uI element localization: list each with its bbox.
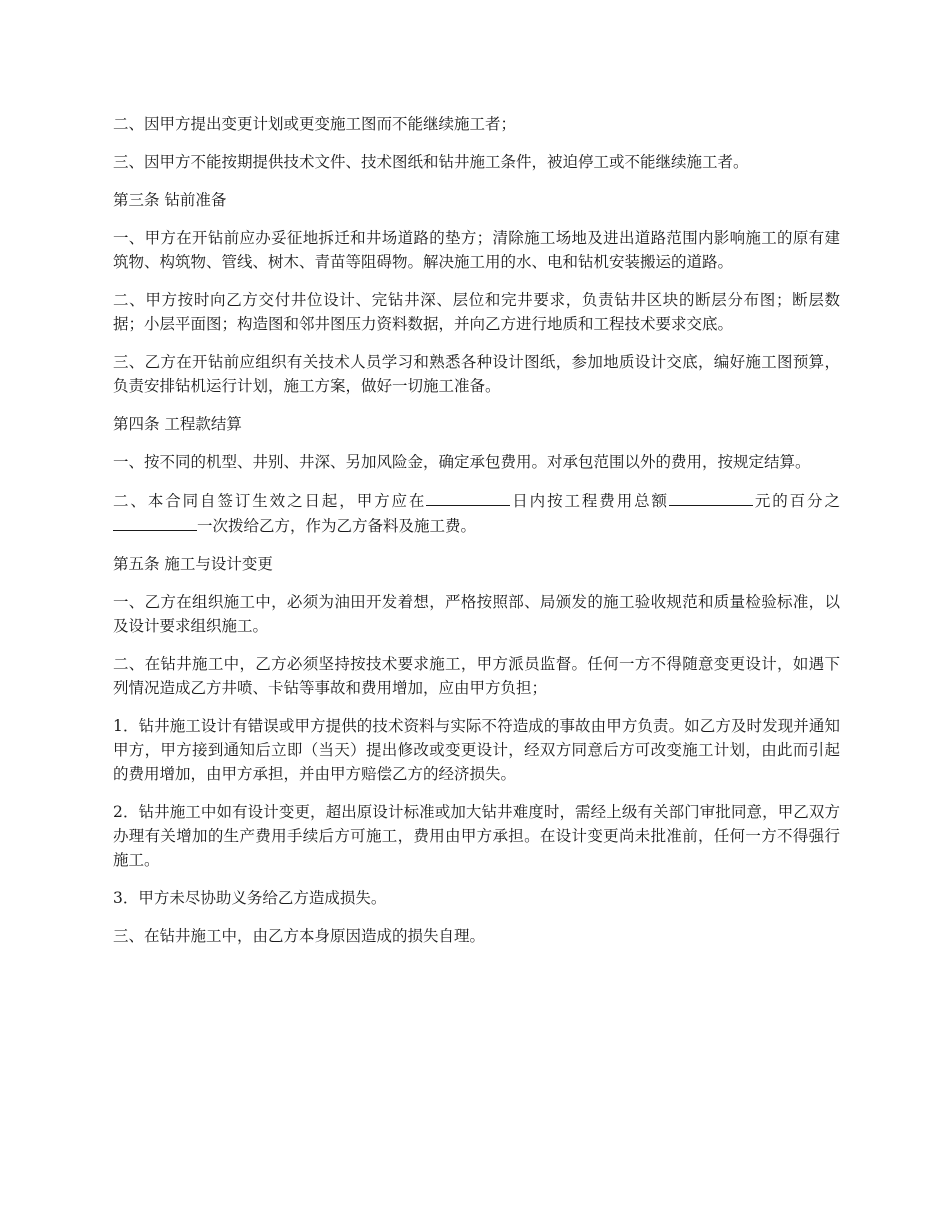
paragraph: 一、甲方在开钻前应办妥征地拆迁和井场道路的垫方；清除施工场地及进出道路范围内影响施工的原有建筑物、构筑物、管线、树木、青苗等阻碍物。解决施工用的水、电和钻机安装搬运的道路。 [113, 229, 840, 271]
payment-clause-text: 一次拨给乙方，作为乙方备料及施工费。 [197, 517, 477, 535]
paragraph: 三、因甲方不能按期提供技术文件、技术图纸和钻井施工条件，被迫停工或不能继续施工者。 [113, 153, 749, 171]
section-heading: 第三条 钻前准备 [113, 191, 227, 209]
payment-clause-text: 元的百分之 [752, 492, 840, 510]
document-body [113, 112, 840, 962]
paragraph: 三、在钻井施工中，由乙方本身原因造成的损失自理。 [113, 927, 486, 945]
paragraph: 二、甲方按时向乙方交付井位设计、完钻井深、层位和完井要求，负责钻井区块的断层分布图；断层数据；小层平面图；构造图和邻井图压力资料数据，并向乙方进行地质和工程技术要求交底。 [113, 291, 840, 333]
paragraph: 3．甲方未尽协助义务给乙方造成损失。 [113, 889, 387, 907]
paragraph: 2．钻井施工中如有设计变更，超出原设计标准或加大钻井难度时，需经上级有关部门审批同意，甲乙双方办理有关增加的生产费用手续后方可施工，费用由甲方承担。在设计变更尚未批准前，任何一方不得强行施工。 [113, 803, 840, 869]
paragraph: 二、因甲方提出变更计划或更变施工图而不能继续施工者； [113, 115, 517, 133]
paragraph: 一、乙方在组织施工中，必须为油田开发着想，严格按照部、局颁发的施工验收规范和质量检验标准，以及设计要求组织施工。 [113, 593, 840, 635]
paragraph: 三、乙方在开钻前应组织有关技术人员学习和熟悉各种设计图纸，参加地质设计交底，编好施工图预算，负责安排钻机运行计划，施工方案，做好一切施工准备。 [113, 353, 840, 395]
fill-in-blank-days[interactable] [426, 488, 510, 506]
section-heading: 第四条 工程款结算 [113, 415, 242, 433]
paragraph: 一、按不同的机型、井别、井深、另加风险金，确定承包费用。对承包范围以外的费用，按规定结算。 [113, 453, 811, 471]
payment-clause [113, 488, 840, 538]
fill-in-blank-amount[interactable] [669, 488, 753, 506]
paragraph: 1．钻井施工设计有错误或甲方提供的技术资料与实际不符造成的事故由甲方负责。如乙方及时发现并通知甲方，甲方接到通知后立即（当天）提出修改或变更设计，经双方同意后方可改变施工计划，由此而引起的费用增加，由甲方承担，并由甲方赔偿乙方的经济损失。 [113, 717, 840, 783]
paragraph: 二、在钻井施工中，乙方必须坚持按技术要求施工，甲方派员监督。任何一方不得随意变更设计，如遇下列情况造成乙方井喷、卡钻等事故和费用增加，应由甲方负担； [113, 655, 840, 697]
payment-clause-text: 二、本合同自签订生效之日起，甲方应在 [113, 492, 427, 510]
section-heading: 第五条 施工与设计变更 [113, 555, 273, 573]
fill-in-blank-percent[interactable] [113, 513, 197, 531]
payment-clause-text: 日内按工程费用总额 [510, 492, 669, 510]
